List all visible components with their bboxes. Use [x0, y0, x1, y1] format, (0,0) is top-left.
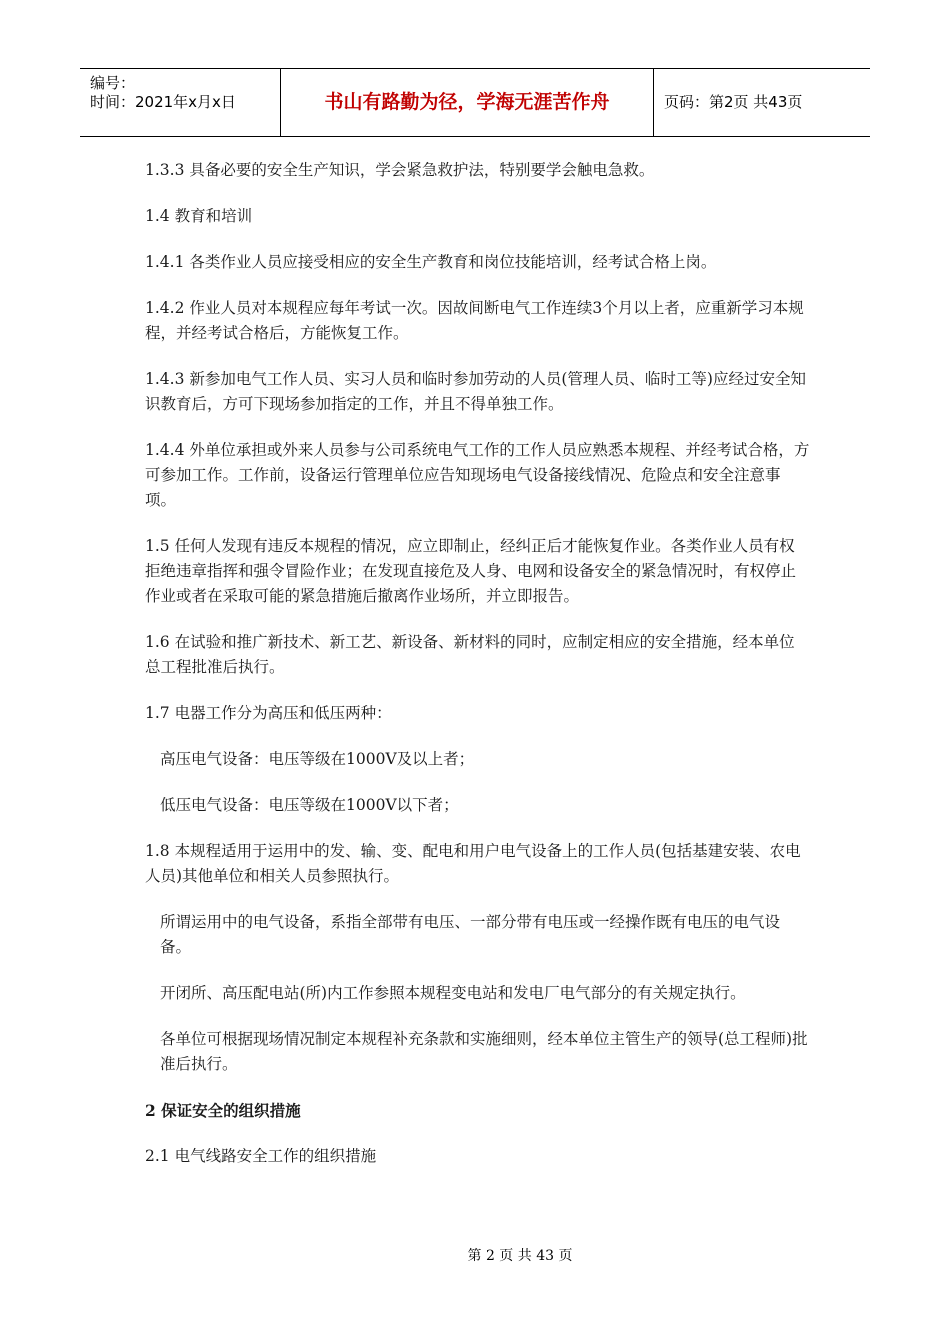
- paragraph-1-8: 1.8 本规程适用于运用中的发、输、变、配电和用户电气设备上的工作人员(包括基建安装、农电人员)其他单位和相关人员参照执行。: [145, 842, 801, 885]
- paragraph-1-5: 1.5 任何人发现有违反本规程的情况，应立即制止，经纠正后才能恢复作业。各类作业人员有权拒绝违章指挥和强令冒险作业；在发现直接危及人身、电网和设备安全的紧急情况时，有权停止作业或者在采取可能的紧急措施后撤离作业场所，并立即报告。: [145, 537, 797, 605]
- paragraph-operating-equipment: 所谓运用中的电气设备，系指全部带有电压、一部分带有电压或一经操作既有电压的电气设备。: [160, 913, 781, 956]
- paragraph-1-4-1: 1.4.1 各类作业人员应接受相应的安全生产教育和岗位技能培训，经考试合格上岗。: [145, 253, 717, 271]
- paragraph-switching-station: 开闭所、高压配电站(所)内工作参照本规程变电站和发电厂电气部分的有关规定执行。: [160, 984, 746, 1002]
- section-heading-2: 2 保证安全的组织措施: [145, 1101, 301, 1120]
- paragraph-1-3-3: 1.3.3 具备必要的安全生产知识，学会紧急救护法，特别要学会触电急救。: [145, 161, 655, 179]
- paragraph-1-4-2: 1.4.2 作业人员对本规程应每年考试一次。因故间断电气工作连续3个月以上者，应重新学习本规程，并经考试合格后，方能恢复工作。: [145, 299, 804, 342]
- paragraph-1-6: 1.6 在试验和推广新技术、新工艺、新设备、新材料的同时，应制定相应的安全措施，经本单位总工程批准后执行。: [145, 633, 795, 676]
- footer-page-number: 第 2 页 共 43 页: [467, 1248, 573, 1264]
- serial-number-label: 编号：: [90, 74, 136, 92]
- heading-2-1: 2.1 电气线路安全工作的组织措施: [145, 1147, 377, 1165]
- page-footer: [0, 1245, 950, 1265]
- paragraph-high-voltage: 高压电气设备：电压等级在1000V及以上者；: [160, 750, 475, 768]
- header-meta: [80, 69, 280, 136]
- document-body: [145, 158, 810, 1190]
- paragraph-supplementary-rules: 各单位可根据现场情况制定本规程补充条款和实施细则，经本单位主管生产的领导(总工程师)批准后执行。: [160, 1030, 808, 1073]
- header-motto: 书山有路勤为径，学海无涯苦作舟: [280, 69, 654, 136]
- heading-1-4: 1.4 教育和培训: [145, 207, 253, 225]
- paragraph-1-4-4: 1.4.4 外单位承担或外来人员参与公司系统电气工作的工作人员应熟悉本规程、并经考试合格，方可参加工作。工作前，设备运行管理单位应告知现场电气设备接线情况、危险点和安全注意事项。: [145, 441, 810, 509]
- date-label: 时间：2021年x月x日: [90, 93, 236, 111]
- page-header: [80, 68, 870, 137]
- paragraph-1-4-3: 1.4.3 新参加电气工作人员、实习人员和临时参加劳动的人员(管理人员、临时工等)应经过安全知识教育后，方可下现场参加指定的工作，并且不得单独工作。: [145, 370, 806, 413]
- header-page-info: 页码：第2页 共43页: [664, 93, 803, 111]
- paragraph-low-voltage: 低压电气设备：电压等级在1000V以下者；: [160, 796, 459, 814]
- paragraph-1-7: 1.7 电器工作分为高压和低压两种：: [145, 704, 392, 722]
